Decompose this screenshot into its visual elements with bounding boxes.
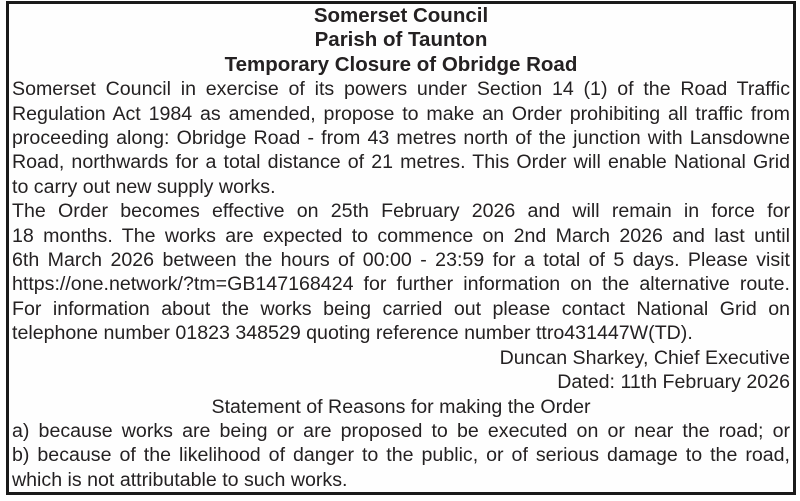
signatory-name: Duncan Sharkey, Chief Executive — [499, 346, 790, 369]
details-line: 18 months. The works are expected to commence on 2nd March 2026 and last until — [12, 224, 790, 247]
parish-name: Parish of Taunton — [314, 28, 488, 52]
notice-header — [12, 4, 790, 77]
details-line: telephone number 01823 348529 quoting reference number ttro431447W(TD). — [12, 322, 693, 345]
reasons-block — [12, 395, 790, 493]
details-line: The Order becomes effective on 25th February 2026 and will remain in force for — [12, 200, 790, 223]
order-paragraph — [12, 77, 790, 199]
order-line: Regulation Act 1984 as amended, propose to make an Order prohibiting all traffic from — [12, 102, 790, 125]
order-line: proceeding along: Obridge Road - from 43 metres north of the junction with Lansdowne — [12, 127, 790, 150]
details-line: 6th March 2026 between the hours of 00:00 - 23:59 for a total of 5 days. Please visit — [12, 249, 790, 272]
reason-line-b-continued: which is not attributable to such works. — [12, 468, 348, 491]
order-line: Road, northwards for a total distance of 21 metres. This Order will enable National Grid — [12, 151, 790, 174]
order-line: to carry out new supply works. — [12, 175, 276, 198]
details-line: For information about the works being carried out please contact National Grid on — [12, 297, 790, 320]
dated-line: Dated: 11th February 2026 — [557, 371, 790, 394]
reason-line-b: b) because of the likelihood of danger to the public, or of serious damage to the road, — [12, 444, 790, 467]
order-line: Somerset Council in exercise of its powers under Section 14 (1) of the Road Traffic — [12, 78, 790, 101]
reasons-heading: Statement of Reasons for making the Order — [211, 395, 591, 418]
council-name: Somerset Council — [313, 4, 489, 27]
signoff-block — [12, 346, 790, 395]
details-line-url: https://one.network/?tm=GB147168424 for further information on the alternative route. — [12, 273, 790, 296]
public-notice-document — [6, 1, 796, 495]
details-paragraph — [12, 199, 790, 345]
reason-line-a: a) because works are being or are proposed to be executed on or near the road; or — [12, 419, 790, 442]
notice-title: Temporary Closure of Obridge Road — [224, 52, 578, 76]
